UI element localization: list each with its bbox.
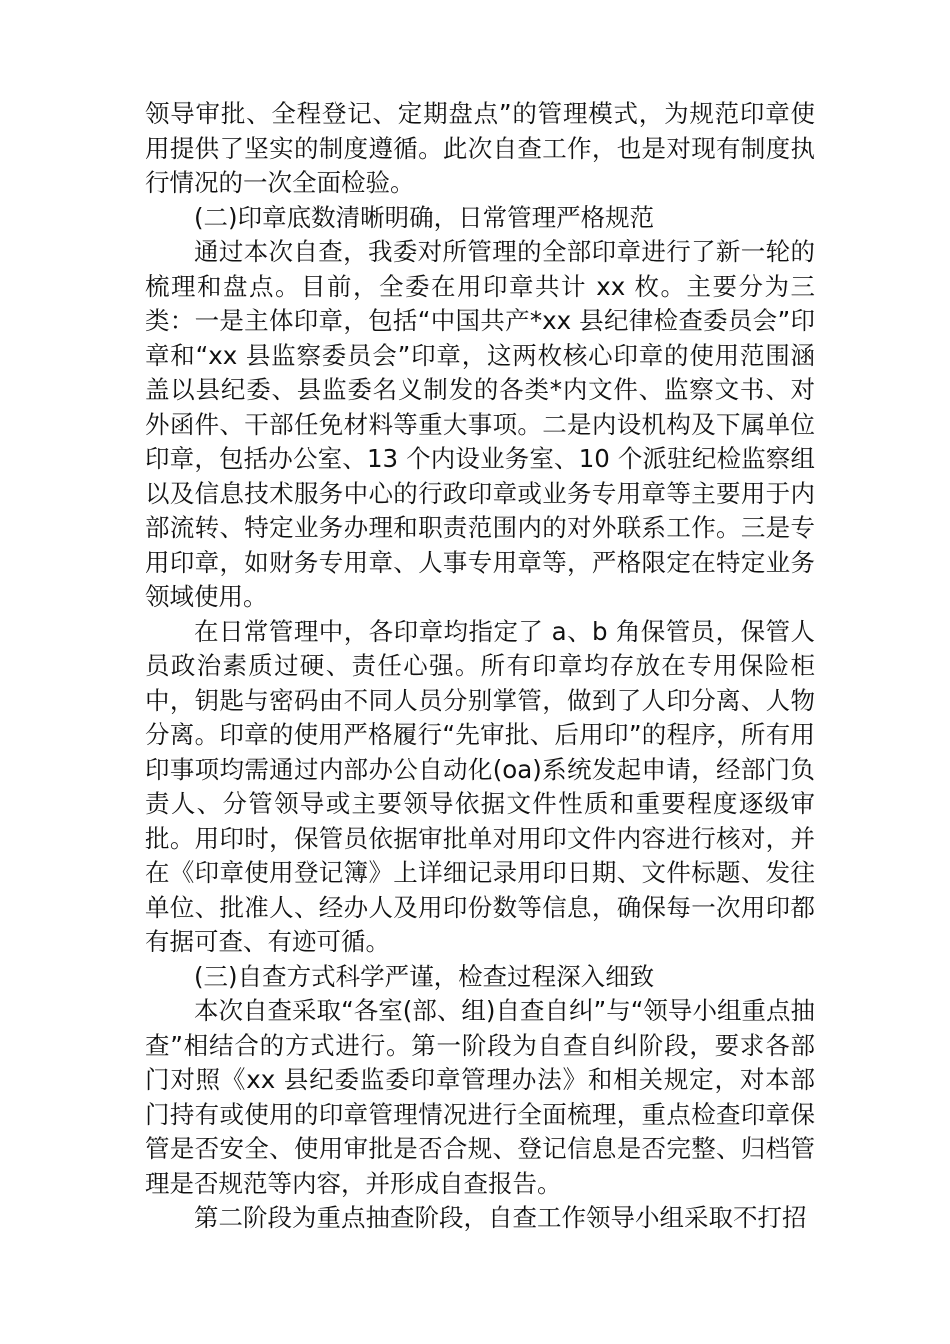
section-heading-3: (三)自查方式科学严谨，检查过程深入细致 <box>194 961 655 991</box>
paragraph-7: 第二阶段为重点抽查阶段，自查工作领导小组采取不打招 <box>194 1203 807 1232</box>
paragraph-4: 在日常管理中，各印章均指定了 a、b 角保管员，保管人员政治素质过硬、责任心强。所有印章均存放在专用保险柜中，钥匙与密码由不同人员分别掌管，做到了人印分离、人物分离。印章的使用严格履行“先审批、后用印”的程序，所有用印事项均需通过内部办公自动化(oa)系统发起申请，经部门负责人、分管领导或主要领导依据文件性质和重要程度逐级审批。用印时，保管员依据审批单对用印文件内容进行核对，并在《印章使用登记簿》上详细记录用印日期、文件标题、发往单位、批准人、经办人及用印份数等信息，确保每一次用印都有据可查、有迹可循。 <box>145 616 815 956</box>
paragraph-3: 通过本次自查，我委对所管理的全部印章进行了新一轮的梳理和盘点。目前，全委在用印章共计 xx 枚。主要分为三类：一是主体印章，包括“中国共产*xx 县纪律检查委员会”印章和“xx 县监察委员会”印章，这两枚核心印章的使用范围涵盖以县纪委、县监委名义制发的各类*内文件、监察文书、对外函件、干部任免材料等重大事项。二是内设机构及下属单位印章，包括办公室、13 个内设业务室、10 个派驻纪检监察组以及信息技术服务中心的行政印章或业务专用章等主要用于内部流转、特定业务办理和职责范围内的对外联系工作。三是专用印章，如财务专用章、人事专用章等，严格限定在特定业务领域使用。 <box>145 237 815 611</box>
document-body <box>145 97 815 1236</box>
section-heading-2: (二)印章底数清晰明确，日常管理严格规范 <box>194 202 655 232</box>
paragraph-1: 领导审批、全程登记、定期盘点”的管理模式，为规范印章使用提供了坚实的制度遵循。此次自查工作，也是对现有制度执行情况的一次全面检验。 <box>145 99 815 197</box>
paragraph-6: 本次自查采取“各室(部、组)自查自纠”与“领导小组重点抽查”相结合的方式进行。第一阶段为自查自纠阶段，要求各部门对照《xx 县纪委监委印章管理办法》和相关规定，对本部门持有或使用的印章管理情况进行全面梳理，重点检查印章保管是否安全、使用审批是否合规、登记信息是否完整、归档管理是否规范等内容，并形成自查报告。 <box>145 996 815 1198</box>
